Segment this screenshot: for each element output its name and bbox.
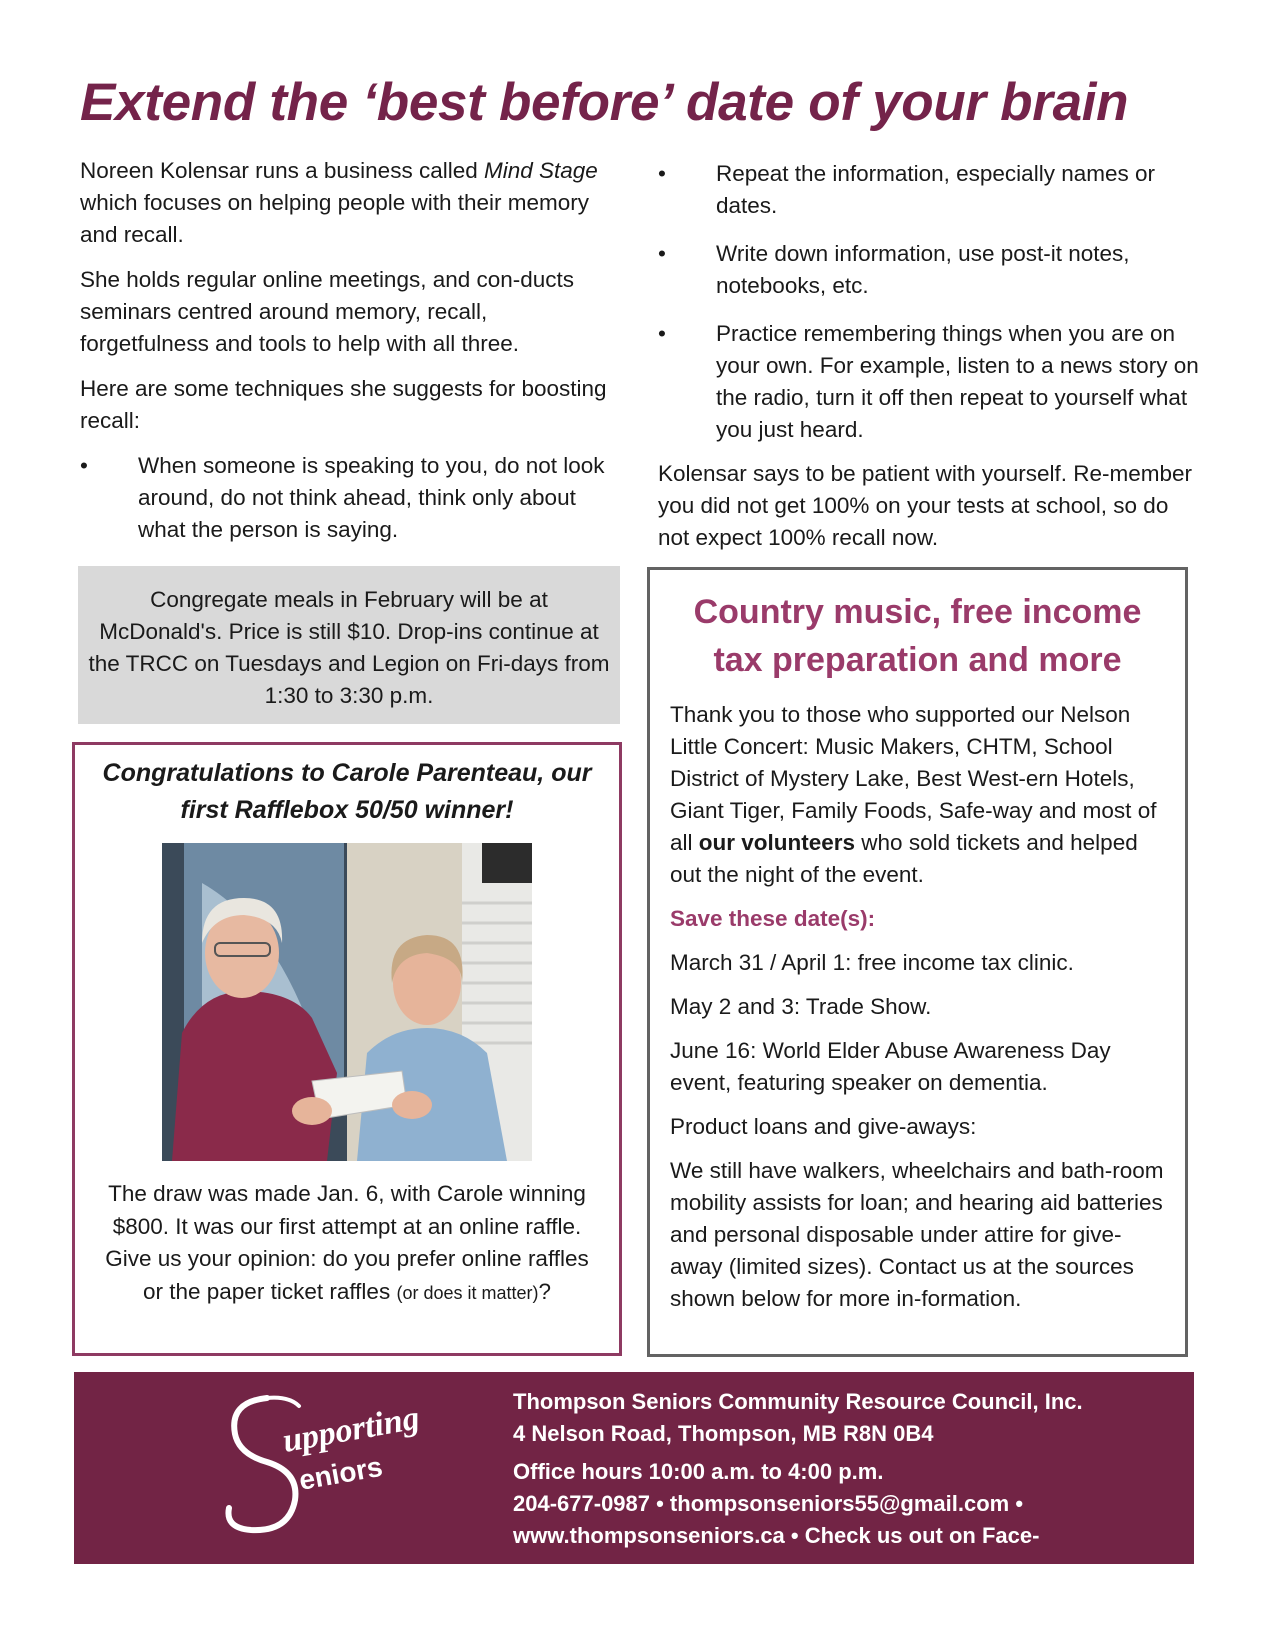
- business-name: Mind Stage: [483, 158, 598, 183]
- events-box: [647, 567, 1188, 1357]
- raffle-aside: (or does it matter): [396, 1282, 539, 1303]
- bullet-icon: •: [658, 161, 666, 186]
- raffle-heading: Congratulations to Carole Parenteau, our first Rafflebox 50/50 winner!: [102, 759, 592, 824]
- tip-text: Practice remembering things when you are on your own. For example, listen to a news story on the radio, turn it off then repeat to yourself what you just heard.: [716, 321, 1199, 442]
- date-item: June 16: World Elder Abuse Awareness Day event, featuring speaker on dementia.: [670, 1038, 1111, 1095]
- thanks-text-end: who sold tickets and helped out the night of the event.: [670, 830, 1138, 887]
- date-item: March 31 / April 1: free income tax clinic.: [670, 950, 1074, 975]
- logo-text-seniors: eniors: [296, 1450, 385, 1496]
- page-title: Extend the ‘best before’ date of your brain: [80, 73, 1129, 132]
- article-paragraph-2: She holds regular online meetings, and con-ducts seminars centred around memory, recall, forgetfulness and tools to help with all three.: [80, 267, 575, 356]
- list-item: [658, 318, 1203, 446]
- volunteers-highlight: our volunteers: [698, 830, 856, 855]
- list-item: [80, 450, 620, 546]
- bullet-icon: •: [658, 321, 666, 346]
- events-heading: Country music, free income tax preparation and more: [693, 593, 1142, 679]
- list-item: [658, 158, 1203, 222]
- thanks-paragraph: [670, 699, 1165, 891]
- bullet-icon: •: [658, 241, 666, 266]
- meals-text: Congregate meals in February will be at McDonald's. Price is still $10. Drop-ins continue at the TRCC on Tuesdays and Legion on Fri-days from 1:30 to 3:30 p.m.: [88, 587, 610, 708]
- list-item: [658, 238, 1203, 302]
- intro-text-end: which focuses on helping people with their memory and recall.: [80, 190, 590, 247]
- tip-text: When someone is speaking to you, do not look around, do not think ahead, think only about what the person is saying.: [138, 453, 605, 542]
- contact-line: 204-677-0987 • thompsonseniors55@gmail.com •: [513, 1491, 1024, 1516]
- article-intro: [80, 155, 620, 251]
- save-dates-label: Save these date(s):: [670, 906, 876, 931]
- thanks-text: Thank you to those who supported our Nelson Little Concert: Music Makers, CHTM, School District of Mystery Lake, Best West-ern Hotels, Giant Tiger, Family Foods, Safe-way and most of all: [670, 702, 1157, 855]
- raffle-box: [72, 742, 622, 1356]
- meals-notice: [78, 566, 620, 724]
- raffle-end: ?: [538, 1278, 552, 1304]
- supporting-seniors-logo: [189, 1382, 459, 1552]
- logo-text-supporting: upporting: [279, 1399, 423, 1460]
- org-address: 4 Nelson Road, Thompson, MB R8N 0B4: [513, 1421, 934, 1446]
- raffle-body: The draw was made Jan. 6, with Carole winning $800. It was our first attempt at an online raffle. Give us your opinion: do you prefer online raffles or the paper ticket raffles: [105, 1181, 589, 1304]
- tips-list-left: [80, 450, 620, 546]
- date-item: May 2 and 3: Trade Show.: [670, 994, 932, 1019]
- article-paragraph-3: Here are some techniques she suggests for boosting recall:: [80, 376, 607, 433]
- tip-text: Write down information, use post-it notes, notebooks, etc.: [716, 241, 1130, 298]
- office-hours: Office hours 10:00 a.m. to 4:00 p.m.: [513, 1459, 884, 1484]
- article-right-column: [658, 158, 1203, 567]
- loans-text: We still have walkers, wheelchairs and bath-room mobility assists for loan; and hearing aid batteries and personal disposable under attire for give-away (limited sizes). Contact us at the sources shown below for more in-formation.: [670, 1158, 1164, 1311]
- intro-text: Noreen Kolensar runs a business called: [80, 158, 484, 183]
- raffle-text: [95, 1178, 599, 1309]
- loans-label: Product loans and give-aways:: [670, 1114, 977, 1139]
- footer-banner: [74, 1372, 1194, 1564]
- article-left-column: [80, 155, 620, 562]
- winner-photo-illustration: [162, 843, 532, 1161]
- winner-photo: [162, 843, 532, 1161]
- bullet-icon: •: [80, 453, 88, 478]
- article-closing: Kolensar says to be patient with yourself. Re-member you did not get 100% on your tests at school, so do not expect 100% recall now.: [658, 461, 1192, 550]
- org-name: Thompson Seniors Community Resource Council, Inc.: [513, 1389, 1083, 1414]
- footer-contact: [513, 1386, 1083, 1552]
- tip-text: Repeat the information, especially names or dates.: [716, 161, 1155, 218]
- web-line: www.thompsonseniors.ca • Check us out on Face-: [513, 1523, 1040, 1548]
- tips-list-right: [658, 158, 1203, 446]
